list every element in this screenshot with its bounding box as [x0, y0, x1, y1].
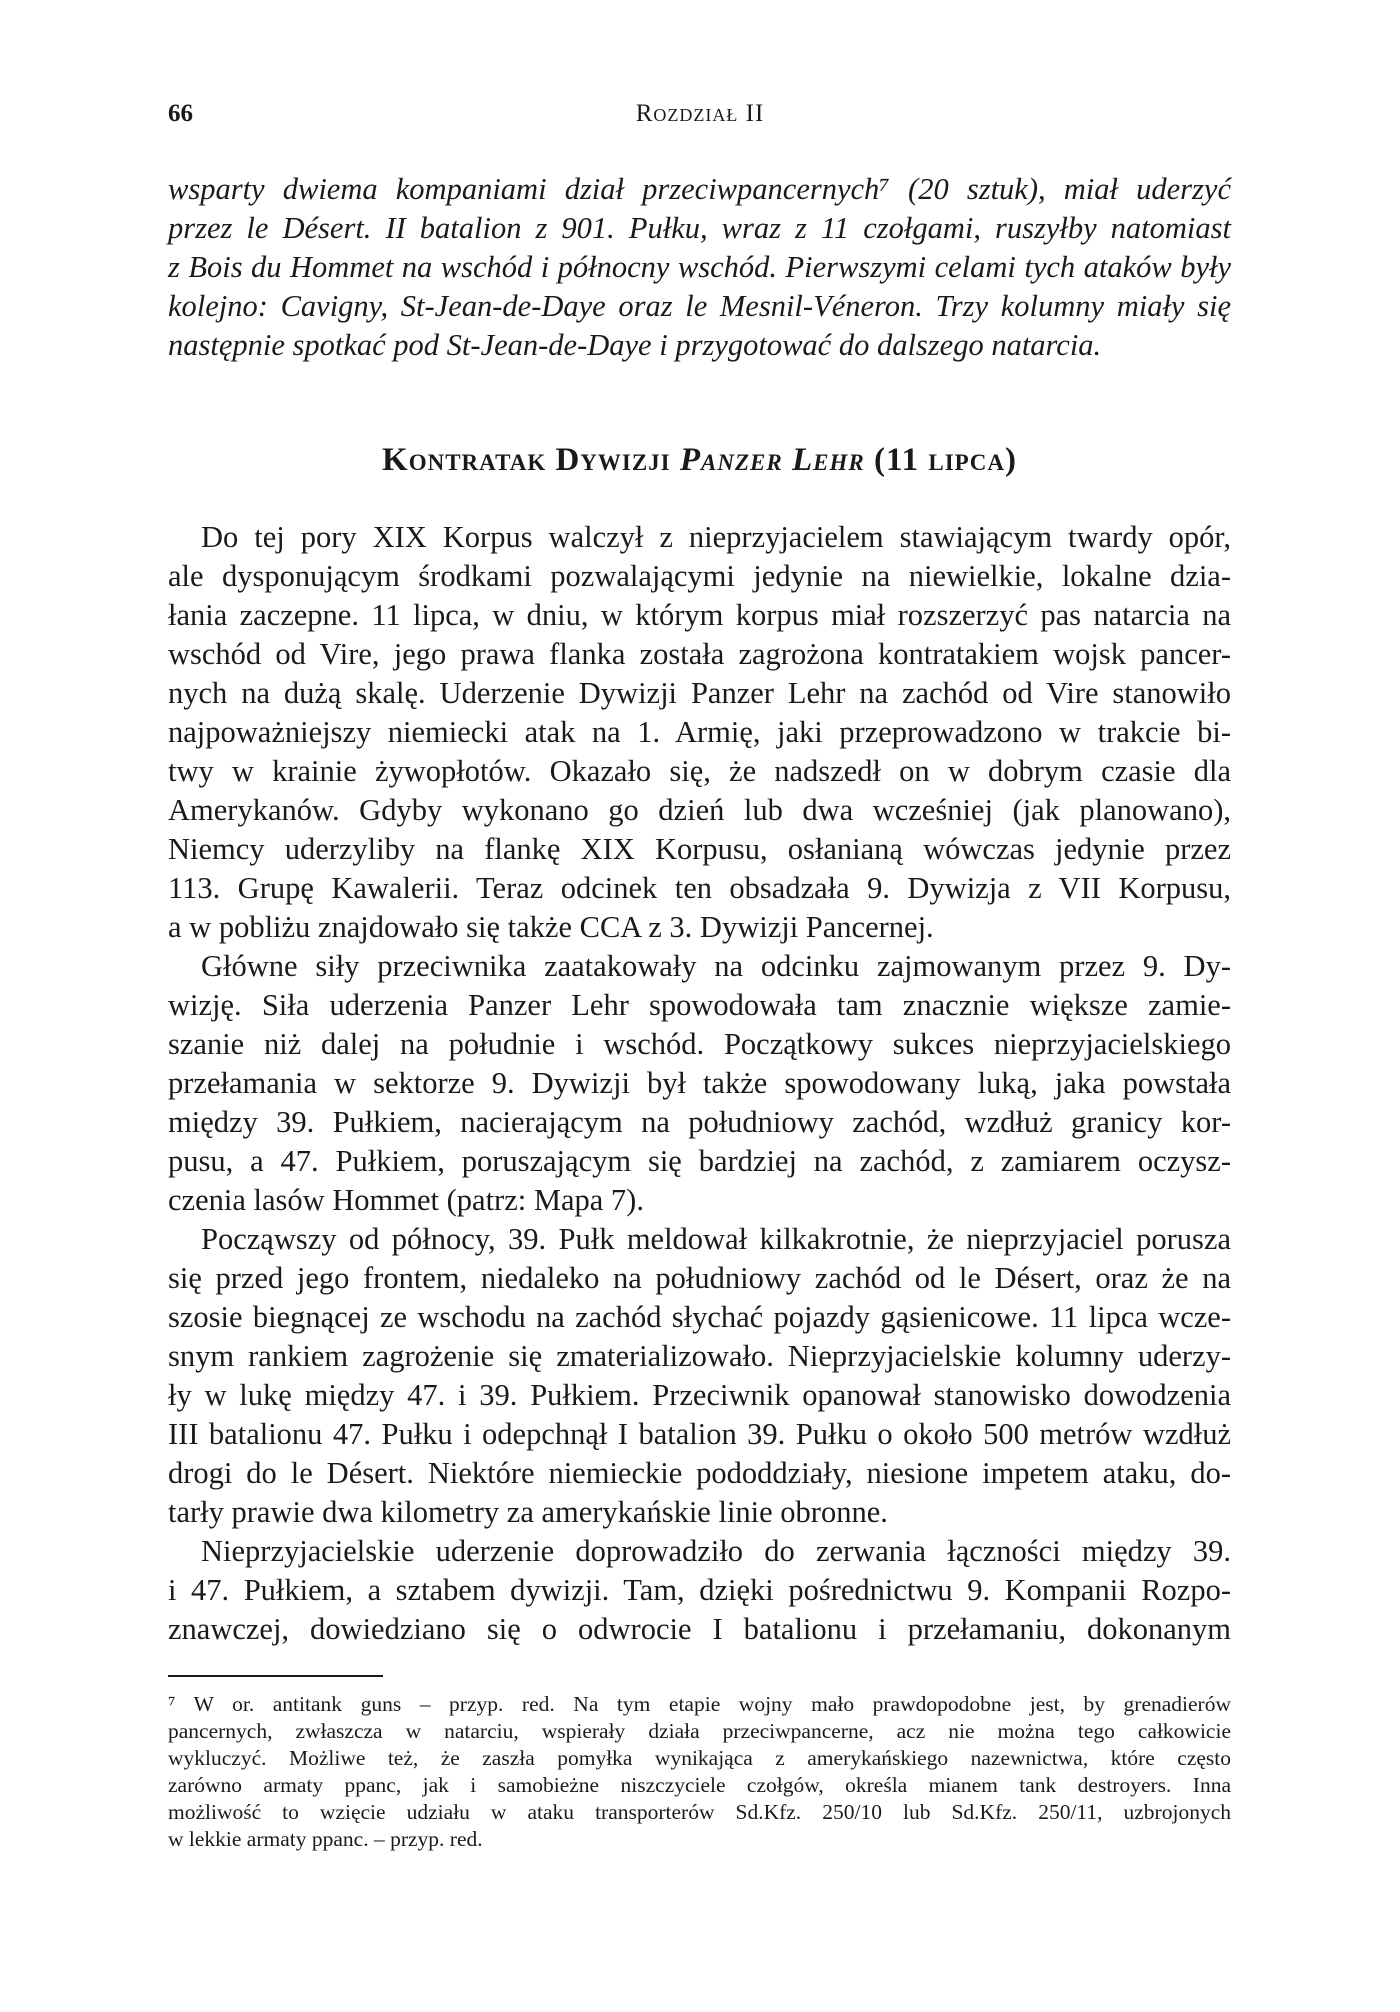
footnote-rule	[168, 1675, 383, 1677]
intro-line: kolejno: Cavigny, St-Jean-de-Daye oraz le Mesnil-Véneron. Trzy kolumny miały się	[168, 289, 1231, 323]
body-line: nych na dużą skalę. Uderzenie Dywizji Panzer Lehr na zachód od Vire stanowiło	[168, 676, 1231, 710]
body-line: Począwszy od północy, 39. Pułk meldował kilkakrotnie, że nieprzyjaciel porusza	[201, 1222, 1231, 1256]
intro-line: następnie spotkać pod St-Jean-de-Daye i przygotować do dalszego natarcia.	[168, 328, 1102, 362]
section-heading	[168, 442, 1231, 479]
footnote-line: w lekkie armaty ppanc. – przyp. red.	[168, 1827, 483, 1851]
footnote-line: pancernych, zwłaszcza w natarciu, wspierały działa przeciwpancerne, acz nie można tego całkowicie	[168, 1719, 1231, 1743]
body-line: się przed jego frontem, niedaleko na południowy zachód od le Désert, oraz że na	[168, 1261, 1231, 1295]
body-line: a w pobliżu znajdowało się także CCA z 3. Dywizji Pancernej.	[168, 910, 934, 944]
body-line: wizję. Siła uderzenia Panzer Lehr spowodowała tam znacznie większe zamie-	[168, 988, 1231, 1022]
body-line: Nieprzyjacielskie uderzenie doprowadziło do zerwania łączności między 39.	[201, 1534, 1231, 1568]
body-line: snym rankiem zagrożenie się zmaterializowało. Nieprzyjacielskie kolumny uderzy-	[168, 1339, 1231, 1373]
body-line: twy w krainie żywopłotów. Okazało się, że nadszedł on w dobrym czasie dla	[168, 754, 1231, 788]
intro-line: przez le Désert. II batalion z 901. Pułku, wraz z 11 czołgami, ruszyłby natomiast	[168, 211, 1231, 245]
body-line: łania zaczepne. 11 lipca, w dniu, w którym korpus miał rozszerzyć pas natarcia na	[168, 598, 1231, 632]
body-line: Amerykanów. Gdyby wykonano go dzień lub dwa wcześniej (jak planowano),	[168, 793, 1231, 827]
footnote-line: wykluczyć. Możliwe też, że zaszła pomyłka wynikająca z amerykańskiego nazewnictwa, które często	[168, 1746, 1231, 1770]
heading-part: Kontratak Dywizji	[382, 442, 680, 478]
heading-part: (11 lipca)	[864, 442, 1017, 478]
body-line: drogi do le Désert. Niektóre niemieckie pododdziały, niesione impetem ataku, do-	[168, 1456, 1231, 1490]
body-line: III batalionu 47. Pułku i odepchnął I batalion 39. Pułku o około 500 metrów wzdłuż	[168, 1417, 1231, 1451]
body-line: Główne siły przeciwnika zaatakowały na odcinku zajmowanym przez 9. Dy-	[201, 949, 1231, 983]
page-number: 66	[168, 100, 193, 127]
body-line: ły w lukę między 47. i 39. Pułkiem. Przeciwnik opanował stanowisko dowodzenia	[168, 1378, 1231, 1412]
body-line: wschód od Vire, jego prawa flanka została zagrożona kontratakiem wojsk pancer-	[168, 637, 1231, 671]
footnote-line: możliwość to wzięcie udziału w ataku transporterów Sd.Kfz. 250/10 lub Sd.Kfz. 250/11, uzbrojonych	[168, 1800, 1231, 1824]
intro-line: z Bois du Hommet na wschód i północny wschód. Pierwszymi celami tych ataków były	[168, 250, 1231, 284]
body-line: 113. Grupę Kawalerii. Teraz odcinek ten obsadzała 9. Dywizja z VII Korpusu,	[168, 871, 1231, 905]
body-line: pusu, a 47. Pułkiem, poruszającym się bardziej na zachód, z zamiarem oczysz-	[168, 1144, 1231, 1178]
body-line: znawczej, dowiedziano się o odwrocie I batalionu i przełamaniu, dokonanym	[168, 1612, 1231, 1646]
body-line: przełamania w sektorze 9. Dywizji był także spowodowany luką, jaka powstała	[168, 1066, 1231, 1100]
body-line: tarły prawie dwa kilometry za amerykańskie linie obronne.	[168, 1495, 888, 1529]
body-line: i 47. Pułkiem, a sztabem dywizji. Tam, dzięki pośrednictwu 9. Kompanii Rozpo-	[168, 1573, 1231, 1607]
footnote-line: zarówno armaty ppanc, jak i samobieżne niszczyciele czołgów, określa mianem tank destroyers. Inna	[168, 1773, 1231, 1797]
intro-line: wsparty dwiema kompaniami dział przeciwpancernych⁷ (20 sztuk), miał uderzyć	[168, 172, 1231, 206]
body-line: najpoważniejszy niemiecki atak na 1. Armię, jaki przeprowadzono w trakcie bi-	[168, 715, 1231, 749]
page-header	[168, 100, 1232, 140]
body-line: między 39. Pułkiem, nacierającym na południowy zachód, wzdłuż granicy kor-	[168, 1105, 1231, 1139]
heading-part-italic: Panzer Lehr	[679, 442, 865, 478]
body-line: Do tej pory XIX Korpus walczył z nieprzyjacielem stawiającym twardy opór,	[201, 520, 1231, 554]
running-head: Rozdział II	[635, 100, 765, 127]
body-line: szosie biegnącej ze wschodu na zachód słychać pojazdy gąsienicowe. 11 lipca wcze-	[168, 1300, 1231, 1334]
body-line: ale dysponującym środkami pozwalającymi jedynie na niewielkie, lokalne dzia-	[168, 559, 1231, 593]
body-line: szanie niż dalej na południe i wschód. Początkowy sukces nieprzyjacielskiego	[168, 1027, 1231, 1061]
body-line: czenia lasów Hommet (patrz: Mapa 7).	[168, 1183, 644, 1217]
footnote-line: ⁷ W or. antitank guns – przyp. red. Na tym etapie wojny mało prawdopodobne jest, by grenadierów	[168, 1692, 1231, 1716]
body-line: Niemcy uderzyliby na flankę XIX Korpusu, osłanianą wówczas jedynie przez	[168, 832, 1231, 866]
